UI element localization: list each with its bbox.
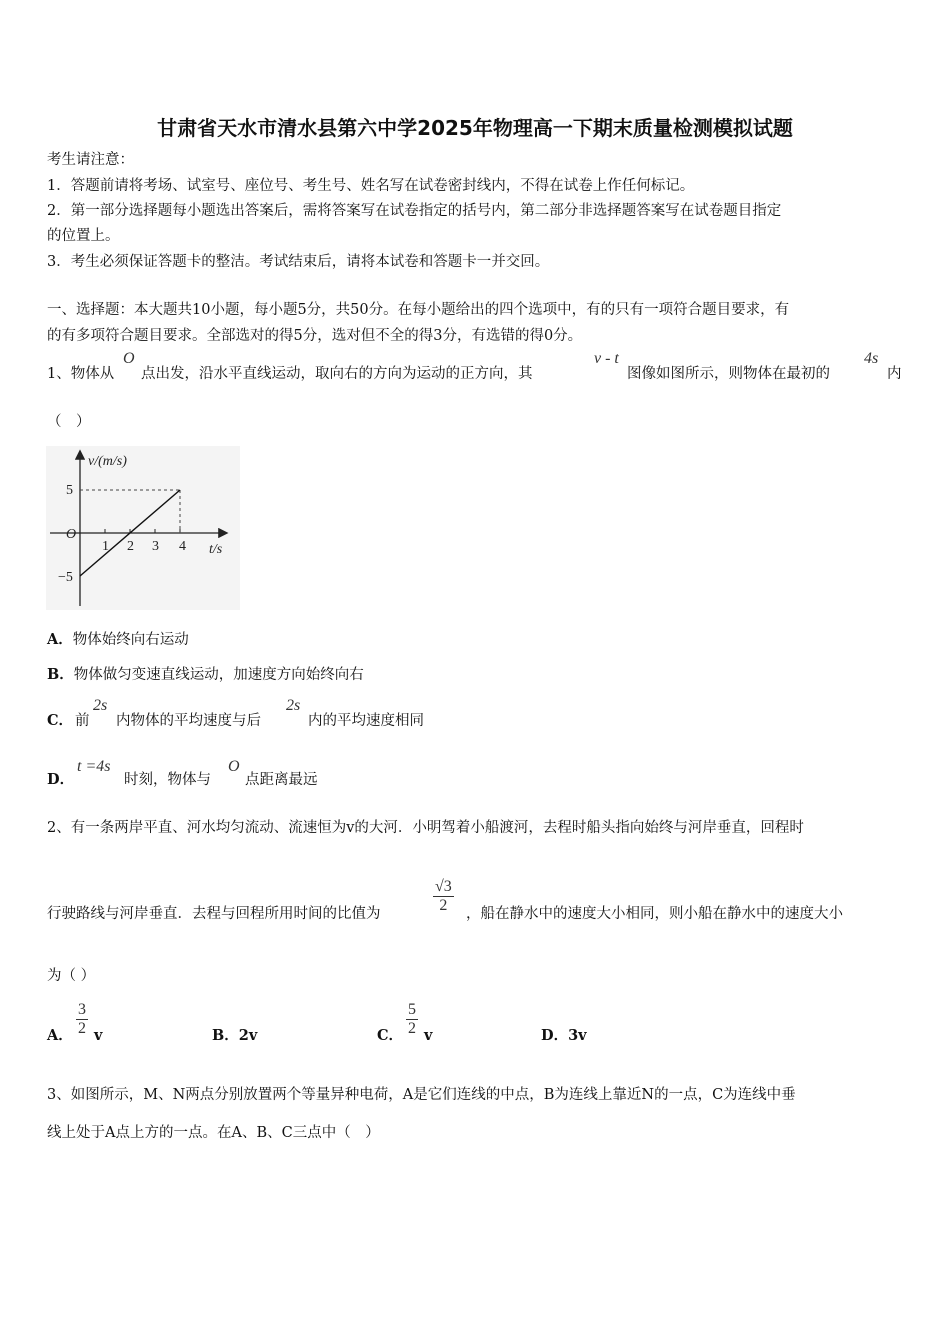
- math-2s: 2s: [286, 697, 301, 714]
- option-text: 物体做匀变速直线运动，加速度方向始终向右: [73, 667, 364, 683]
- section-intro-line: 的有多项符合题目要求。全部选对的得5分，选对但不全的得3分，有选错的得0分。: [47, 328, 583, 344]
- option-label: C．: [47, 712, 74, 729]
- q1-option-b: [47, 665, 364, 685]
- fraction-denominator: 2: [408, 1020, 416, 1037]
- option-label: A．: [47, 1027, 73, 1044]
- option-text: 内物体的平均速度与后: [116, 713, 261, 729]
- x-tick-label: 4: [179, 539, 186, 554]
- answer-blank: （ ）: [47, 414, 91, 430]
- q3-stem-line: 线上处于A点上方的一点。在A、B、C三点中（ ）: [47, 1125, 380, 1141]
- notice-heading: 考生请注意：: [47, 152, 134, 168]
- q1-stem-part: 图像如图所示，则物体在最初的: [627, 366, 830, 382]
- page-title: 甘肃省天水市清水县第六中学2025年物理高一下期末质量检测模拟试题: [157, 116, 793, 140]
- q2-stem-line: 行驶路线与河岸垂直．去程与回程所用时间的比值为: [47, 906, 381, 922]
- option-label: C．: [377, 1027, 404, 1044]
- notice-item: 3．考生必须保证答题卡的整洁。考试结束后，请将本试卷和答题卡一并交回。: [47, 254, 550, 270]
- q2-option-d: [541, 1026, 587, 1046]
- option-label: A．: [47, 631, 73, 648]
- notice-item: 2．第一部分选择题每小题选出答案后，需将答案写在试卷指定的括号内，第二部分非选择题答案写在试卷题目指定: [47, 203, 782, 219]
- v-axis-label: v/(m/s): [88, 454, 127, 469]
- q2-stem-line: 为（ ）: [47, 968, 96, 984]
- q1-stem-part: 点出发，沿水平直线运动，取向右的方向为运动的正方向，其: [141, 366, 533, 382]
- fraction-numerator: √3: [435, 878, 452, 895]
- section-intro-line: 一、选择题：本大题共10小题，每小题5分，共50分。在每小题给出的四个选项中，有的只有一项符合题目要求，有: [47, 302, 790, 318]
- q1-symbol-4s: 4s: [864, 350, 879, 367]
- option-label: B．: [212, 1027, 239, 1044]
- option-label: B．: [47, 666, 74, 683]
- notice-item: 1．答题前请将考场、试室号、座位号、考生号、姓名写在试卷密封线内，不得在试卷上作任何标记。: [47, 178, 695, 194]
- option-text: 前: [75, 713, 90, 729]
- option-unit: v: [94, 1027, 103, 1044]
- fraction-denominator: 2: [78, 1020, 86, 1037]
- fraction-numerator: 5: [408, 1001, 416, 1018]
- x-tick-label: 1: [102, 539, 109, 554]
- t-axis-label: t/s: [209, 542, 223, 557]
- ratio-fraction: [433, 878, 454, 915]
- option-label: D．: [541, 1027, 569, 1044]
- math-2s: 2s: [93, 697, 108, 714]
- fraction-denominator: 2: [439, 897, 448, 914]
- notice-item: 的位置上。: [47, 228, 120, 244]
- q2-stem-line: ，船在静水中的速度大小相同，则小船在静水中的速度大小: [466, 906, 843, 922]
- q1-option-a: [47, 630, 189, 650]
- math-t4s: t =4s: [77, 758, 111, 775]
- q1-stem-part: 内: [887, 366, 902, 382]
- x-tick-label: 2: [127, 539, 134, 554]
- math-O: O: [228, 758, 240, 775]
- option-text: 2v: [238, 1027, 258, 1044]
- q1-symbol-O: O: [123, 350, 135, 367]
- q1-symbol-vt: v - t: [594, 350, 619, 367]
- y-tick-label: −5: [58, 570, 73, 585]
- q2-option-a-fraction: [76, 1001, 88, 1038]
- option-text: 点距离最远: [245, 772, 318, 788]
- fraction-numerator: 3: [78, 1001, 86, 1018]
- q2-stem-line: 2、有一条两岸平直、河水均匀流动、流速恒为v的大河．小明驾着小船渡河，去程时船头指向始终与河岸垂直，回程时: [47, 820, 804, 836]
- option-label: D．: [47, 771, 75, 788]
- option-text: 3v: [568, 1027, 587, 1044]
- q2-option-c-fraction: [406, 1001, 418, 1038]
- option-unit: v: [424, 1027, 433, 1044]
- vt-graph: [46, 446, 240, 610]
- q3-stem-line: 3、如图所示，M、N两点分别放置两个等量异种电荷，A是它们连线的中点，B为连线上靠近N的一点，C为连线中垂: [47, 1087, 796, 1103]
- x-tick-label: 3: [152, 539, 159, 554]
- origin-label: O: [66, 527, 77, 542]
- q2-option-b: [212, 1026, 257, 1046]
- option-text: 时刻，物体与: [124, 772, 211, 788]
- y-tick-label: 5: [66, 483, 73, 498]
- q1-stem-part: 1、物体从: [47, 366, 115, 382]
- option-text: 内的平均速度相同: [308, 713, 424, 729]
- vt-graph-svg: [46, 446, 240, 610]
- option-text: 物体始终向右运动: [72, 632, 189, 648]
